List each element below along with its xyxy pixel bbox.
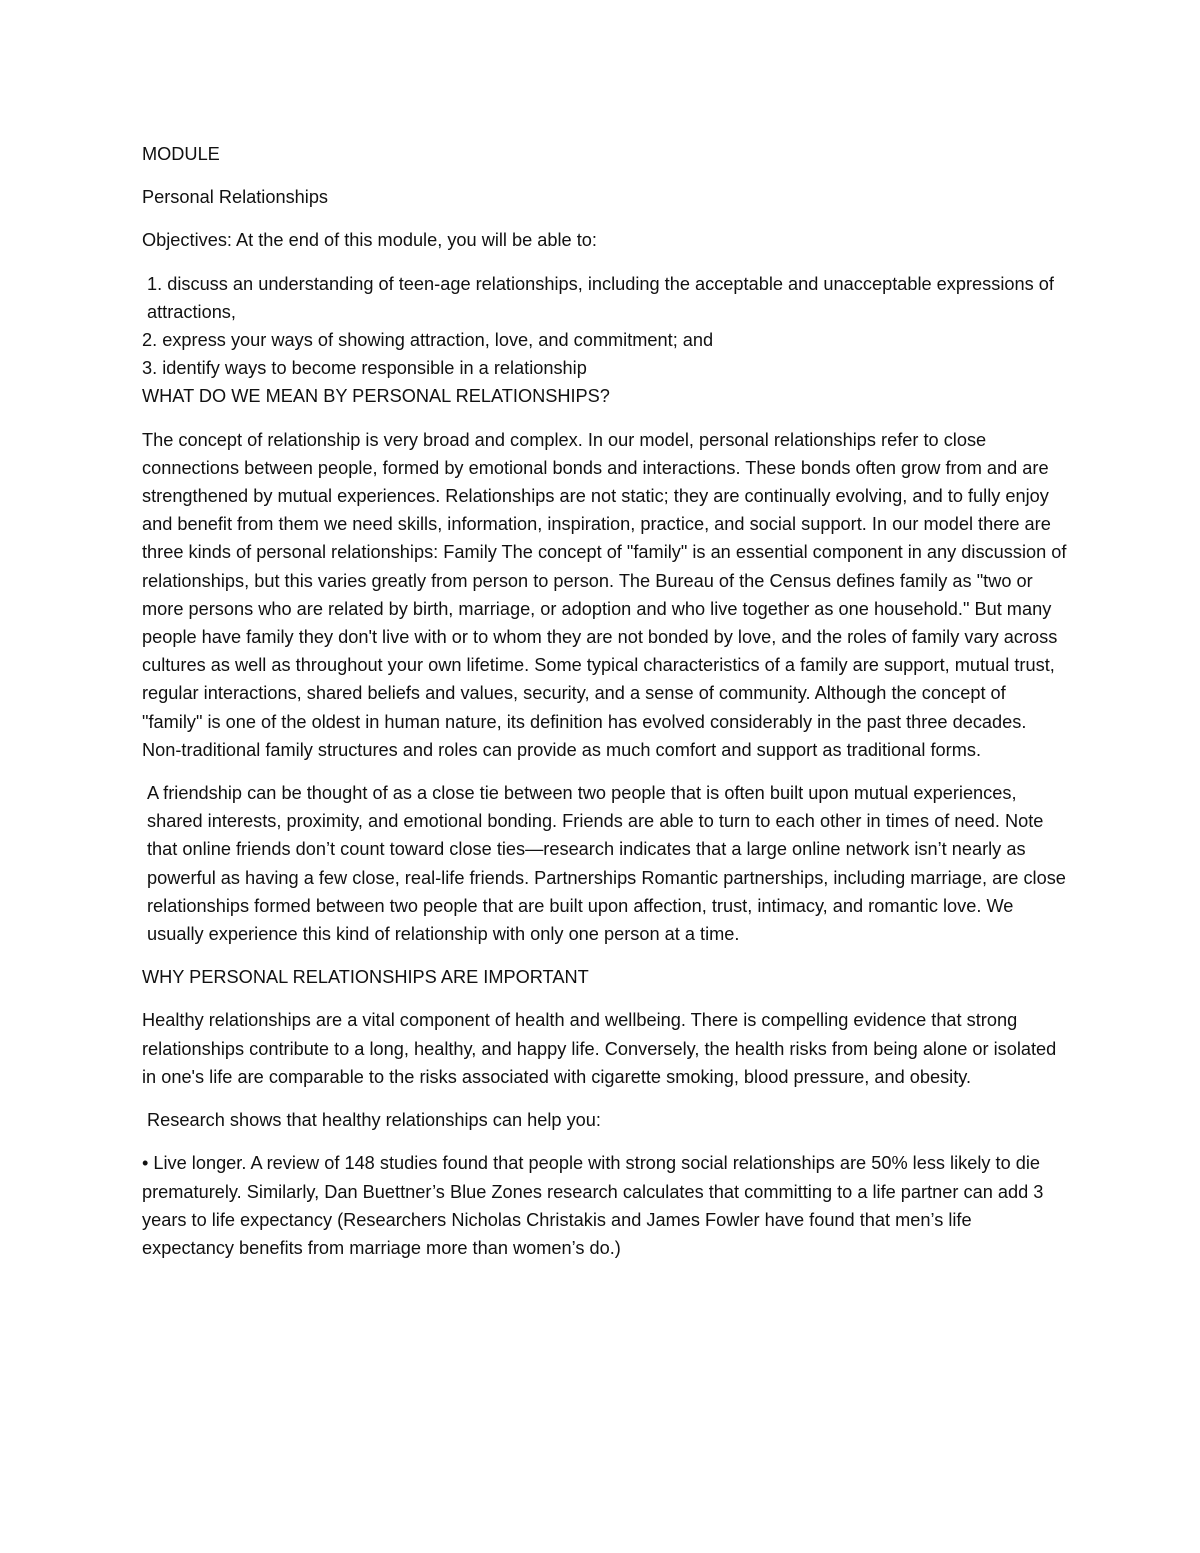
bullet-icon: • [142,1153,149,1174]
bullet-item [142,1149,1067,1262]
body-paragraph: A friendship can be thought of as a close tie between two people that is often built upon mutual experiences, shared interests, proximity, and emotional bonding. Friends are able to turn to each other in times of need. Note that online friends don’t count toward close ties—research indicates that a large online network isn’t nearly as powerful as having a few close, real-life friends. Partnerships Romantic partnerships, including marriage, are close relationships formed between two people that are built upon affection, trust, intimacy, and romantic love. We usually experience this kind of relationship with only one person at a time. [147,783,1066,945]
objective-item: 3. identify ways to become responsible in a relationship [142,358,587,379]
module-label: MODULE [142,144,220,164]
page-title: Personal Relationships [142,187,329,208]
body-paragraph: Healthy relationships are a vital component of health and wellbeing. There is compelling evidence that strong relationships contribute to a long, healthy, and happy life. Conversely, the health risks from being alone or isolated in one's life are comparable to the risks associated with cigarette smoking, blood pressure, and obesity. [142,1010,1057,1087]
objectives-intro: Objectives: At the end of this module, you will be able to: [142,230,597,251]
section-heading: WHY PERSONAL RELATIONSHIPS ARE IMPORTANT [142,967,589,988]
objective-item: 1. discuss an understanding of teen-age relationships, including the acceptable and unacceptable expressions of attractions, [147,273,1054,322]
research-intro: Research shows that healthy relationships can help you: [147,1110,601,1131]
bullet-text: Live longer. A review of 148 studies found that people with strong social relationships are 50% less likely to die prematurely. Similarly, Dan Buettner’s Blue Zones research calculates that committing to a life partner can add 3 years to life expectancy (Researchers Nicholas Christakis and James Fowler have found that men’s life expectancy benefits from marriage more than women’s do.) [142,1153,1044,1258]
section-heading: WHAT DO WE MEAN BY PERSONAL RELATIONSHIPS? [142,386,610,407]
body-paragraph: The concept of relationship is very broad and complex. In our model, personal relationships refer to close connections between people, formed by emotional bonds and interactions. These bonds often grow from and are strengthened by mutual experiences. Relationships are not static; they are continually evolving, and to fully enjoy and benefit from them we need skills, information, inspiration, practice, and social support. In our model there are three kinds of personal relationships: Family The concept of "family" is an essential component in any discussion of relationships, but this varies greatly from person to person. The Bureau of the Census defines family as "two or more persons who are related by birth, marriage, or adoption and who live together as one household." But many people have family they don't live with or to whom they are not bonded by love, and the roles of family vary across cultures as well as throughout your own lifetime. Some typical characteristics of a family are support, mutual trust, regular interactions, shared beliefs and values, security, and a sense of community. Although the concept of "family" is one of the oldest in human nature, its definition has evolved considerably in the past three decades. Non-traditional family structures and roles can provide as much comfort and support as traditional forms. [142,429,1067,760]
objective-item: 2. express your ways of showing attraction, love, and commitment; and [142,330,714,351]
document-page [142,140,1067,1277]
objectives-list [142,270,1067,383]
